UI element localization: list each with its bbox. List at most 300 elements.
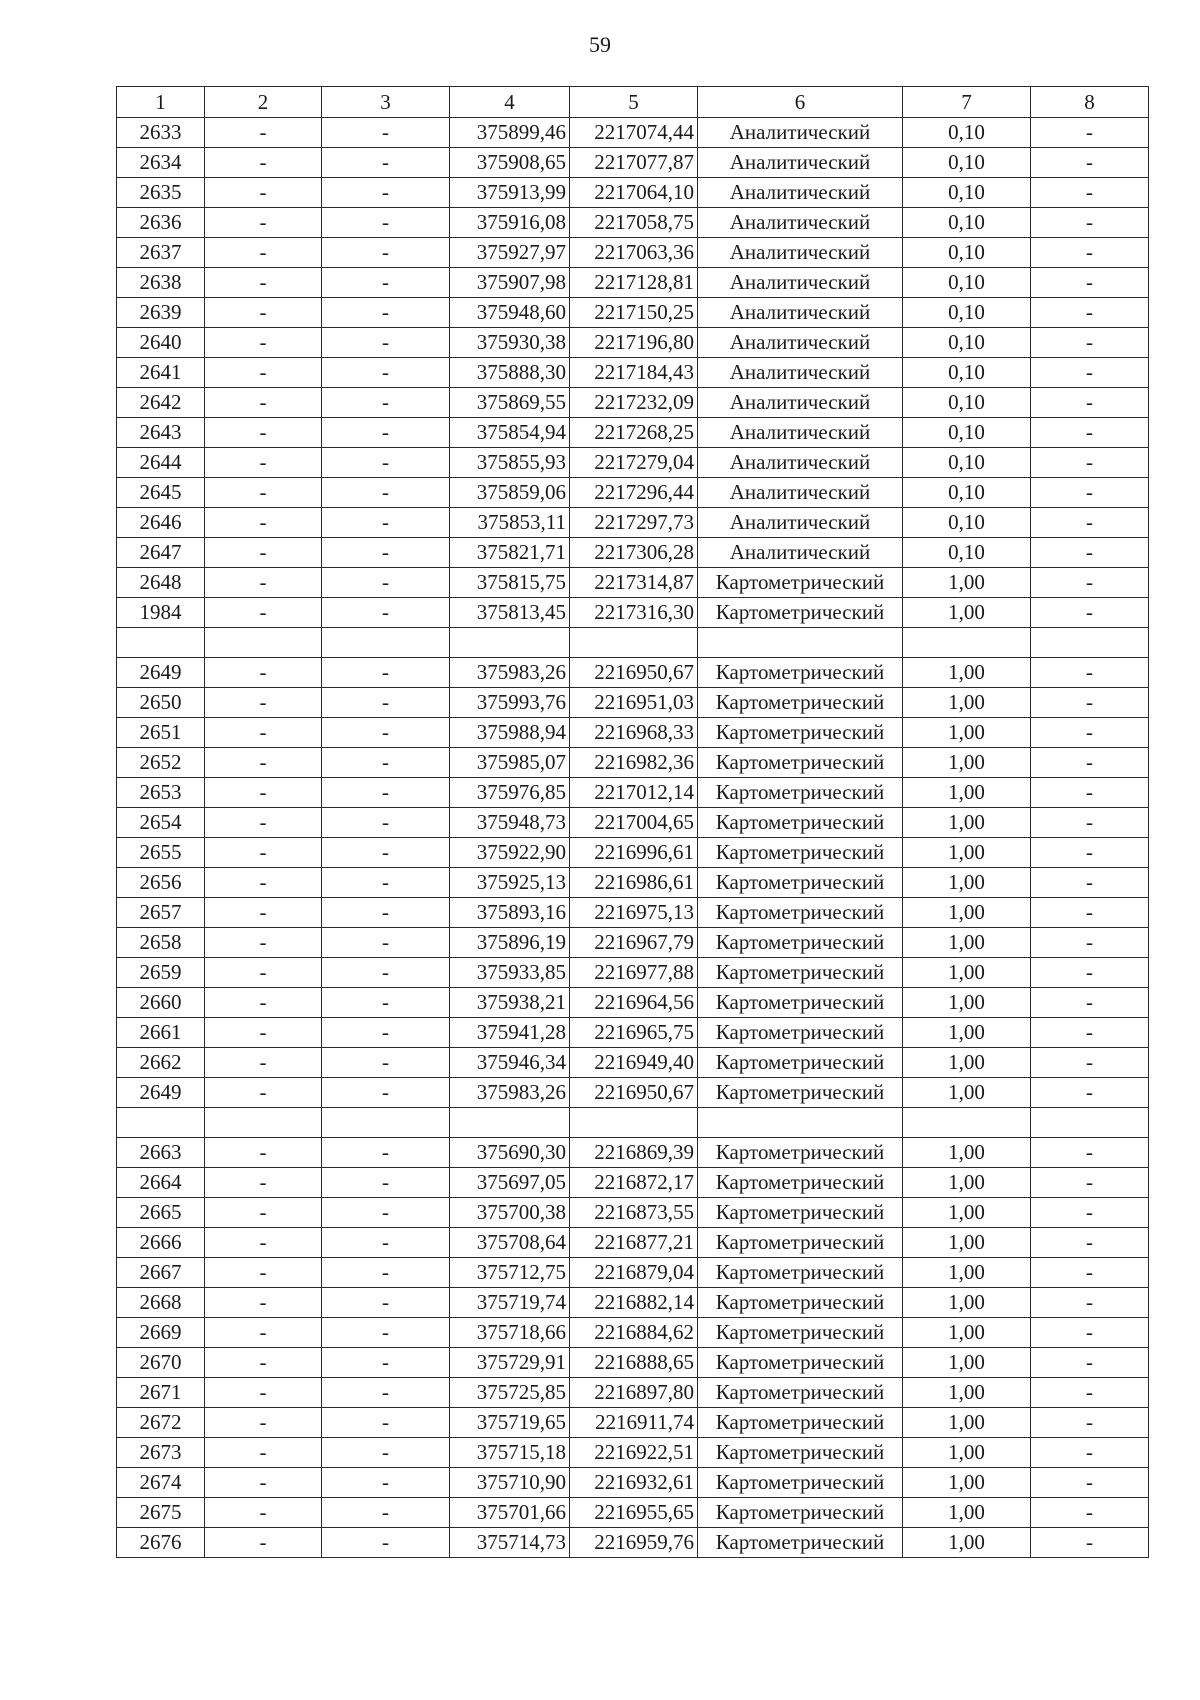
cell-col-2: - [205, 778, 322, 808]
table-row [117, 238, 1149, 268]
cell-x-coordinate: 375948,73 [450, 808, 570, 838]
cell-y-coordinate: 2216884,62 [570, 1318, 698, 1348]
cell-point-number: 2650 [117, 688, 205, 718]
cell-col-3 [322, 1108, 450, 1138]
cell-col-2: - [205, 718, 322, 748]
cell-col-8: - [1031, 328, 1149, 358]
cell-accuracy: 1,00 [903, 838, 1031, 868]
cell-method: Картометрический [698, 1318, 903, 1348]
cell-method: Аналитический [698, 448, 903, 478]
cell-col-2: - [205, 1138, 322, 1168]
cell-method: Картометрический [698, 958, 903, 988]
cell-accuracy: 1,00 [903, 988, 1031, 1018]
cell-method: Аналитический [698, 298, 903, 328]
cell-x-coordinate: 375729,91 [450, 1348, 570, 1378]
cell-accuracy: 0,10 [903, 478, 1031, 508]
cell-col-8: - [1031, 658, 1149, 688]
cell-col-8: - [1031, 238, 1149, 268]
cell-col-8: - [1031, 868, 1149, 898]
cell-point-number: 2646 [117, 508, 205, 538]
cell-y-coordinate: 2216869,39 [570, 1138, 698, 1168]
table-row [117, 718, 1149, 748]
table-row [117, 568, 1149, 598]
cell-col-8: - [1031, 568, 1149, 598]
cell-method: Картометрический [698, 658, 903, 688]
cell-x-coordinate: 375983,26 [450, 1078, 570, 1108]
cell-method: Картометрический [698, 1288, 903, 1318]
cell-method: Картометрический [698, 1468, 903, 1498]
cell-col-2: - [205, 928, 322, 958]
cell-x-coordinate: 375896,19 [450, 928, 570, 958]
cell-x-coordinate: 375938,21 [450, 988, 570, 1018]
cell-y-coordinate: 2216932,61 [570, 1468, 698, 1498]
cell-col-8: - [1031, 478, 1149, 508]
cell-point-number: 2669 [117, 1318, 205, 1348]
cell-x-coordinate: 375710,90 [450, 1468, 570, 1498]
table-row [117, 478, 1149, 508]
cell-x-coordinate: 375718,66 [450, 1318, 570, 1348]
column-header-2: 2 [205, 87, 322, 118]
cell-accuracy: 0,10 [903, 508, 1031, 538]
cell-method: Картометрический [698, 928, 903, 958]
cell-col-3: - [322, 1138, 450, 1168]
cell-col-3: - [322, 328, 450, 358]
cell-col-3: - [322, 418, 450, 448]
column-header-5: 5 [570, 87, 698, 118]
cell-x-coordinate [450, 628, 570, 658]
cell-x-coordinate [450, 1108, 570, 1138]
cell-x-coordinate: 375922,90 [450, 838, 570, 868]
cell-col-2: - [205, 658, 322, 688]
cell-point-number: 2649 [117, 658, 205, 688]
cell-accuracy: 1,00 [903, 1258, 1031, 1288]
cell-col-3: - [322, 1348, 450, 1378]
cell-method: Картометрический [698, 778, 903, 808]
cell-col-8: - [1031, 808, 1149, 838]
cell-col-3: - [322, 148, 450, 178]
table-row [117, 1468, 1149, 1498]
cell-col-2: - [205, 808, 322, 838]
cell-col-3 [322, 628, 450, 658]
table-row [117, 1378, 1149, 1408]
cell-method: Картометрический [698, 808, 903, 838]
cell-point-number: 2672 [117, 1408, 205, 1438]
cell-col-2: - [205, 1078, 322, 1108]
cell-col-3: - [322, 238, 450, 268]
cell-col-2: - [205, 538, 322, 568]
cell-x-coordinate: 375899,46 [450, 118, 570, 148]
cell-col-8: - [1031, 1048, 1149, 1078]
table-row [117, 298, 1149, 328]
cell-col-8: - [1031, 1258, 1149, 1288]
cell-method: Картометрический [698, 1348, 903, 1378]
cell-x-coordinate: 375988,94 [450, 718, 570, 748]
cell-accuracy: 1,00 [903, 1168, 1031, 1198]
cell-y-coordinate: 2216872,17 [570, 1168, 698, 1198]
cell-method: Картометрический [698, 1198, 903, 1228]
cell-col-8: - [1031, 1288, 1149, 1318]
cell-y-coordinate: 2217063,36 [570, 238, 698, 268]
cell-x-coordinate: 375719,65 [450, 1408, 570, 1438]
cell-y-coordinate: 2216897,80 [570, 1378, 698, 1408]
cell-y-coordinate: 2216951,03 [570, 688, 698, 718]
cell-y-coordinate: 2216968,33 [570, 718, 698, 748]
cell-method: Картометрический [698, 1048, 903, 1078]
cell-method: Картометрический [698, 1408, 903, 1438]
table-row [117, 1438, 1149, 1468]
cell-accuracy: 0,10 [903, 358, 1031, 388]
cell-col-3: - [322, 688, 450, 718]
cell-col-3: - [322, 508, 450, 538]
cell-col-2: - [205, 1438, 322, 1468]
cell-point-number: 2638 [117, 268, 205, 298]
cell-col-8: - [1031, 418, 1149, 448]
cell-method: Картометрический [698, 1018, 903, 1048]
table-row [117, 1078, 1149, 1108]
cell-method: Аналитический [698, 388, 903, 418]
cell-col-3: - [322, 1258, 450, 1288]
cell-accuracy: 1,00 [903, 928, 1031, 958]
cell-y-coordinate [570, 1108, 698, 1138]
cell-point-number: 2644 [117, 448, 205, 478]
table-row [117, 928, 1149, 958]
table-row [117, 1138, 1149, 1168]
cell-point-number: 2674 [117, 1468, 205, 1498]
cell-x-coordinate: 375690,30 [450, 1138, 570, 1168]
cell-col-2 [205, 628, 322, 658]
cell-method: Аналитический [698, 328, 903, 358]
table-row [117, 1348, 1149, 1378]
cell-col-3: - [322, 448, 450, 478]
cell-point-number: 2667 [117, 1258, 205, 1288]
table-row [117, 958, 1149, 988]
cell-accuracy: 0,10 [903, 268, 1031, 298]
cell-y-coordinate: 2217184,43 [570, 358, 698, 388]
cell-accuracy: 0,10 [903, 148, 1031, 178]
table-row [117, 148, 1149, 178]
cell-col-2: - [205, 958, 322, 988]
cell-y-coordinate: 2217296,44 [570, 478, 698, 508]
cell-point-number: 2657 [117, 898, 205, 928]
cell-col-3: - [322, 1528, 450, 1558]
spacer-row [117, 628, 1149, 658]
table-row [117, 1048, 1149, 1078]
cell-x-coordinate: 375700,38 [450, 1198, 570, 1228]
cell-point-number: 2661 [117, 1018, 205, 1048]
cell-col-2: - [205, 148, 322, 178]
cell-col-8: - [1031, 388, 1149, 418]
cell-col-3: - [322, 118, 450, 148]
column-header-3: 3 [322, 87, 450, 118]
cell-col-2: - [205, 238, 322, 268]
cell-x-coordinate: 375855,93 [450, 448, 570, 478]
cell-accuracy [903, 1108, 1031, 1138]
cell-point-number: 2663 [117, 1138, 205, 1168]
cell-accuracy: 1,00 [903, 1078, 1031, 1108]
cell-col-2: - [205, 298, 322, 328]
table-row [117, 1408, 1149, 1438]
cell-col-2: - [205, 1318, 322, 1348]
cell-col-3: - [322, 1288, 450, 1318]
table-row [117, 508, 1149, 538]
cell-col-2: - [205, 208, 322, 238]
cell-point-number: 2635 [117, 178, 205, 208]
cell-col-2: - [205, 1528, 322, 1558]
cell-col-8: - [1031, 268, 1149, 298]
cell-accuracy: 1,00 [903, 808, 1031, 838]
cell-accuracy: 1,00 [903, 1498, 1031, 1528]
cell-point-number: 2655 [117, 838, 205, 868]
cell-point-number [117, 628, 205, 658]
cell-col-2: - [205, 1468, 322, 1498]
cell-accuracy: 1,00 [903, 1018, 1031, 1048]
cell-point-number: 2648 [117, 568, 205, 598]
cell-method: Аналитический [698, 178, 903, 208]
column-header-1: 1 [117, 87, 205, 118]
cell-point-number: 2642 [117, 388, 205, 418]
cell-x-coordinate: 375725,85 [450, 1378, 570, 1408]
cell-y-coordinate: 2217150,25 [570, 298, 698, 328]
cell-accuracy: 0,10 [903, 388, 1031, 418]
cell-col-2: - [205, 328, 322, 358]
cell-col-3: - [322, 1498, 450, 1528]
cell-y-coordinate: 2217306,28 [570, 538, 698, 568]
cell-x-coordinate: 375893,16 [450, 898, 570, 928]
cell-method: Аналитический [698, 268, 903, 298]
cell-col-2: - [205, 1258, 322, 1288]
cell-x-coordinate: 375719,74 [450, 1288, 570, 1318]
cell-y-coordinate: 2216888,65 [570, 1348, 698, 1378]
cell-accuracy: 1,00 [903, 898, 1031, 928]
cell-accuracy: 1,00 [903, 748, 1031, 778]
cell-x-coordinate: 375701,66 [450, 1498, 570, 1528]
cell-col-3: - [322, 898, 450, 928]
cell-point-number: 2658 [117, 928, 205, 958]
cell-y-coordinate: 2217077,87 [570, 148, 698, 178]
cell-y-coordinate: 2216977,88 [570, 958, 698, 988]
cell-y-coordinate: 2216996,61 [570, 838, 698, 868]
cell-col-3: - [322, 1018, 450, 1048]
cell-y-coordinate: 2217268,25 [570, 418, 698, 448]
cell-col-2: - [205, 418, 322, 448]
cell-method: Картометрический [698, 898, 903, 928]
cell-col-3: - [322, 388, 450, 418]
cell-col-2: - [205, 1018, 322, 1048]
cell-col-2: - [205, 868, 322, 898]
cell-point-number: 2668 [117, 1288, 205, 1318]
cell-col-8: - [1031, 1078, 1149, 1108]
cell-point-number: 2665 [117, 1198, 205, 1228]
cell-method [698, 1108, 903, 1138]
cell-col-8: - [1031, 748, 1149, 778]
cell-col-2: - [205, 178, 322, 208]
cell-accuracy: 1,00 [903, 868, 1031, 898]
cell-col-3: - [322, 268, 450, 298]
cell-accuracy: 1,00 [903, 1348, 1031, 1378]
column-header-7: 7 [903, 87, 1031, 118]
cell-col-3: - [322, 1048, 450, 1078]
cell-y-coordinate: 2216959,76 [570, 1528, 698, 1558]
cell-accuracy: 1,00 [903, 1468, 1031, 1498]
cell-accuracy: 0,10 [903, 178, 1031, 208]
table-row [117, 598, 1149, 628]
cell-x-coordinate: 375941,28 [450, 1018, 570, 1048]
cell-col-8: - [1031, 1348, 1149, 1378]
cell-y-coordinate: 2217064,10 [570, 178, 698, 208]
cell-col-3: - [322, 358, 450, 388]
cell-y-coordinate [570, 628, 698, 658]
cell-col-2: - [205, 748, 322, 778]
cell-method: Аналитический [698, 418, 903, 448]
cell-x-coordinate: 375859,06 [450, 478, 570, 508]
cell-col-8: - [1031, 448, 1149, 478]
cell-y-coordinate: 2216965,75 [570, 1018, 698, 1048]
cell-y-coordinate: 2216879,04 [570, 1258, 698, 1288]
cell-accuracy: 1,00 [903, 958, 1031, 988]
cell-col-8: - [1031, 1468, 1149, 1498]
cell-col-8: - [1031, 598, 1149, 628]
table-row [117, 898, 1149, 928]
cell-col-2: - [205, 688, 322, 718]
table-row [117, 868, 1149, 898]
cell-method: Аналитический [698, 148, 903, 178]
table-row [117, 778, 1149, 808]
cell-accuracy: 1,00 [903, 1228, 1031, 1258]
cell-col-2: - [205, 1198, 322, 1228]
column-header-8: 8 [1031, 87, 1149, 118]
cell-point-number: 2659 [117, 958, 205, 988]
table-row [117, 208, 1149, 238]
cell-col-8: - [1031, 178, 1149, 208]
cell-y-coordinate: 2216967,79 [570, 928, 698, 958]
cell-col-2: - [205, 838, 322, 868]
cell-col-3: - [322, 1168, 450, 1198]
table-row [117, 418, 1149, 448]
cell-col-3: - [322, 598, 450, 628]
cell-point-number: 2633 [117, 118, 205, 148]
cell-point-number: 2639 [117, 298, 205, 328]
cell-col-2 [205, 1108, 322, 1138]
cell-y-coordinate: 2217004,65 [570, 808, 698, 838]
cell-point-number: 2671 [117, 1378, 205, 1408]
table-row [117, 748, 1149, 778]
cell-accuracy: 1,00 [903, 658, 1031, 688]
cell-accuracy: 0,10 [903, 238, 1031, 268]
cell-y-coordinate: 2216955,65 [570, 1498, 698, 1528]
column-header-6: 6 [698, 87, 903, 118]
table-row [117, 118, 1149, 148]
cell-col-8: - [1031, 1018, 1149, 1048]
cell-col-8: - [1031, 1498, 1149, 1528]
cell-x-coordinate: 375712,75 [450, 1258, 570, 1288]
cell-y-coordinate: 2216922,51 [570, 1438, 698, 1468]
cell-y-coordinate: 2217279,04 [570, 448, 698, 478]
cell-point-number: 2647 [117, 538, 205, 568]
cell-col-3: - [322, 838, 450, 868]
cell-col-3: - [322, 928, 450, 958]
cell-col-2: - [205, 1048, 322, 1078]
cell-col-3: - [322, 778, 450, 808]
table-row [117, 1198, 1149, 1228]
cell-y-coordinate: 2217058,75 [570, 208, 698, 238]
cell-x-coordinate: 375985,07 [450, 748, 570, 778]
cell-method: Картометрический [698, 1378, 903, 1408]
cell-accuracy: 0,10 [903, 298, 1031, 328]
cell-col-3: - [322, 1198, 450, 1228]
cell-col-8: - [1031, 538, 1149, 568]
cell-method: Картометрический [698, 718, 903, 748]
table-row [117, 1018, 1149, 1048]
cell-col-8 [1031, 628, 1149, 658]
cell-col-2: - [205, 1168, 322, 1198]
cell-y-coordinate: 2216873,55 [570, 1198, 698, 1228]
cell-col-2: - [205, 268, 322, 298]
cell-x-coordinate: 375854,94 [450, 418, 570, 448]
cell-point-number: 2654 [117, 808, 205, 838]
cell-method: Аналитический [698, 538, 903, 568]
cell-y-coordinate: 2216950,67 [570, 658, 698, 688]
cell-point-number: 2656 [117, 868, 205, 898]
table-row [117, 808, 1149, 838]
cell-point-number: 2673 [117, 1438, 205, 1468]
cell-point-number: 2664 [117, 1168, 205, 1198]
cell-x-coordinate: 375715,18 [450, 1438, 570, 1468]
cell-accuracy: 1,00 [903, 778, 1031, 808]
table-row [117, 1318, 1149, 1348]
cell-point-number: 2652 [117, 748, 205, 778]
table-row [117, 178, 1149, 208]
cell-col-3: - [322, 748, 450, 778]
cell-col-8: - [1031, 298, 1149, 328]
cell-method: Картометрический [698, 1138, 903, 1168]
cell-x-coordinate: 375908,65 [450, 148, 570, 178]
cell-col-3: - [322, 958, 450, 988]
cell-point-number: 2653 [117, 778, 205, 808]
cell-col-8: - [1031, 688, 1149, 718]
table-row [117, 448, 1149, 478]
cell-method: Картометрический [698, 1528, 903, 1558]
table-body [117, 118, 1149, 1558]
cell-method: Картометрический [698, 1168, 903, 1198]
cell-col-2: - [205, 478, 322, 508]
cell-col-8: - [1031, 118, 1149, 148]
cell-col-3: - [322, 808, 450, 838]
cell-x-coordinate: 375853,11 [450, 508, 570, 538]
cell-method: Аналитический [698, 508, 903, 538]
cell-y-coordinate: 2217012,14 [570, 778, 698, 808]
cell-point-number: 2660 [117, 988, 205, 1018]
cell-y-coordinate: 2216975,13 [570, 898, 698, 928]
cell-method: Картометрический [698, 1498, 903, 1528]
cell-col-8: - [1031, 718, 1149, 748]
cell-x-coordinate: 375916,08 [450, 208, 570, 238]
cell-col-8: - [1031, 898, 1149, 928]
cell-y-coordinate: 2216986,61 [570, 868, 698, 898]
cell-x-coordinate: 375697,05 [450, 1168, 570, 1198]
cell-y-coordinate: 2216982,36 [570, 748, 698, 778]
cell-accuracy: 0,10 [903, 448, 1031, 478]
cell-y-coordinate: 2216950,67 [570, 1078, 698, 1108]
cell-accuracy: 1,00 [903, 1048, 1031, 1078]
spacer-row [117, 1108, 1149, 1138]
cell-x-coordinate: 375708,64 [450, 1228, 570, 1258]
cell-method: Картометрический [698, 1438, 903, 1468]
cell-point-number: 2643 [117, 418, 205, 448]
cell-accuracy: 1,00 [903, 1288, 1031, 1318]
cell-accuracy: 0,10 [903, 208, 1031, 238]
table-row [117, 1228, 1149, 1258]
cell-accuracy: 1,00 [903, 718, 1031, 748]
